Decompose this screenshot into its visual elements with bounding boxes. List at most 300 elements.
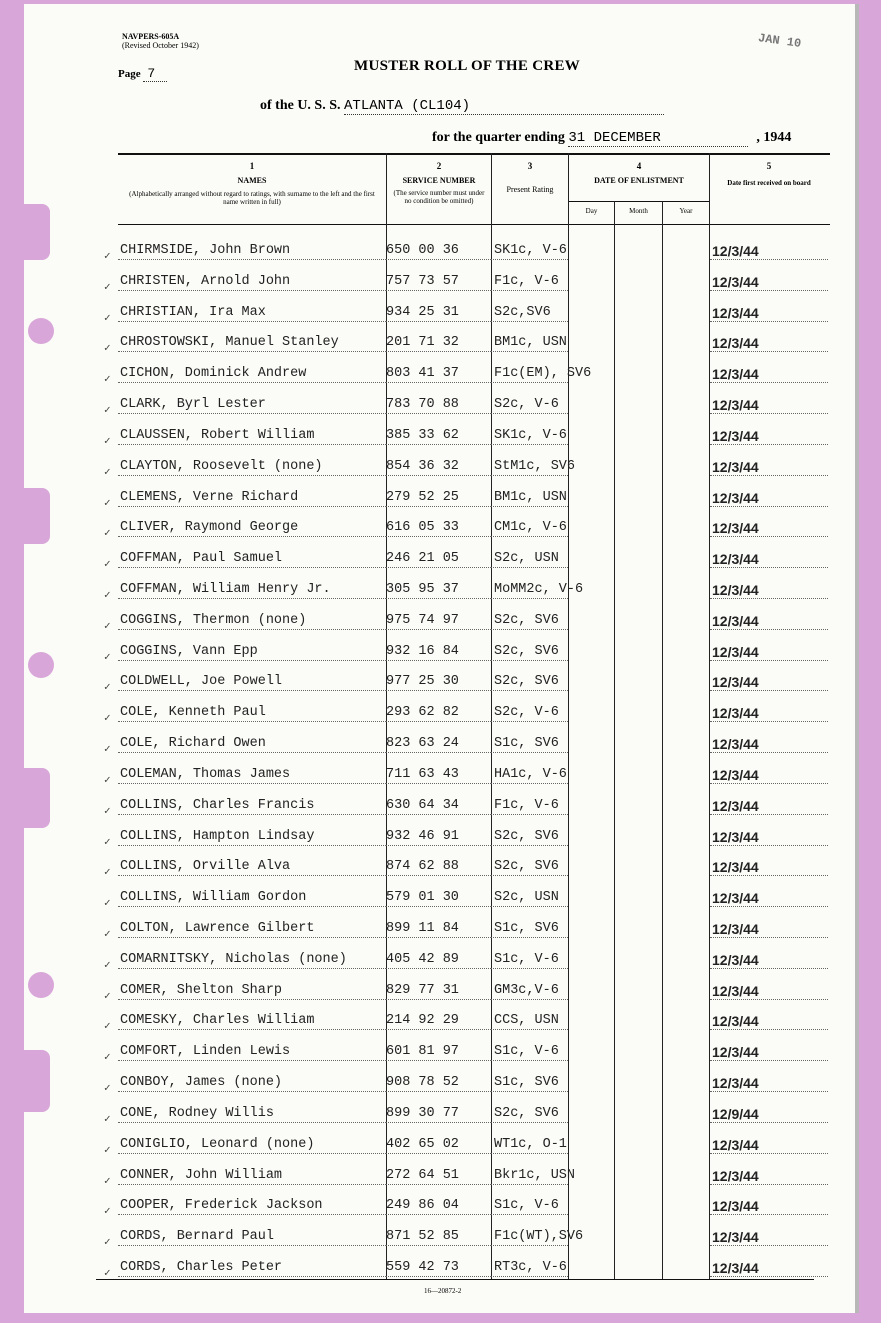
check-mark: ✓ <box>104 1114 111 1126</box>
present-rating: S2c, V-6 <box>494 397 559 412</box>
present-rating: BM1c, USN <box>494 490 567 505</box>
table-row <box>0 243 881 263</box>
table-row <box>0 983 881 1003</box>
entry-line <box>386 783 491 784</box>
entry-line <box>710 875 828 876</box>
entry-line <box>118 506 386 507</box>
present-rating: S1c, V-6 <box>494 1198 559 1213</box>
entry-line <box>491 567 568 568</box>
present-rating: MoMM2c, V-6 <box>494 582 584 597</box>
crew-name: CONNER, John William <box>120 1168 283 1183</box>
service-number: 899 30 77 <box>386 1106 459 1121</box>
entry-line <box>710 1029 828 1030</box>
check-mark: ✓ <box>104 837 111 849</box>
entry-line <box>118 382 386 383</box>
entry-line <box>491 660 568 661</box>
entry-line <box>386 506 491 507</box>
entry-line <box>386 1153 491 1154</box>
entry-line <box>118 968 386 969</box>
table-row <box>0 613 881 633</box>
column-header-names <box>118 162 386 206</box>
service-number: 977 25 30 <box>386 674 459 689</box>
entry-line <box>491 629 568 630</box>
present-rating: F1c(WT),SV6 <box>494 1229 584 1244</box>
entry-line <box>491 1245 568 1246</box>
entry-line <box>386 321 491 322</box>
check-mark: ✓ <box>104 282 111 294</box>
entry-line <box>118 321 386 322</box>
check-mark: ✓ <box>104 991 111 1003</box>
entry-line <box>118 783 386 784</box>
crew-name: CORDS, Bernard Paul <box>120 1229 274 1244</box>
entry-line <box>491 845 568 846</box>
entry-line <box>491 875 568 876</box>
date-received: 12/3/44 <box>712 674 759 690</box>
check-mark: ✓ <box>104 590 111 602</box>
crew-name: COLDWELL, Joe Powell <box>120 674 283 689</box>
entry-line <box>386 1122 491 1123</box>
entry-line <box>118 1276 386 1277</box>
quarter-value: 31 DECEMBER <box>568 130 748 147</box>
service-number: 616 05 33 <box>386 520 459 535</box>
service-number: 932 46 91 <box>386 829 459 844</box>
column-number: 1 <box>249 161 255 171</box>
present-rating: S2c, USN <box>494 551 559 566</box>
entry-line <box>710 1276 828 1277</box>
entry-line <box>710 752 828 753</box>
crew-name: COLLINS, Orville Alva <box>120 859 291 874</box>
column-number: 2 <box>436 161 442 171</box>
entry-line <box>386 1276 491 1277</box>
table-row <box>0 428 881 448</box>
table-row <box>0 859 881 879</box>
present-rating: Bkr1c, USN <box>494 1168 576 1183</box>
entry-line <box>386 814 491 815</box>
form-identifier <box>122 32 199 50</box>
check-mark: ✓ <box>104 682 111 694</box>
crew-name: COLLINS, Charles Francis <box>120 798 315 813</box>
crew-name: CLARK, Byrl Lester <box>120 397 266 412</box>
present-rating: GM3c,V-6 <box>494 983 559 998</box>
entry-line <box>710 906 828 907</box>
crew-name: CHROSTOWSKI, Manuel Stanley <box>120 335 339 350</box>
column-header-date-received <box>710 162 828 187</box>
date-received: 12/3/44 <box>712 1168 759 1184</box>
entry-line <box>118 567 386 568</box>
entry-line <box>491 351 568 352</box>
crew-name: CONE, Rodney Willis <box>120 1106 274 1121</box>
present-rating: S2c, SV6 <box>494 644 559 659</box>
service-number: 201 71 32 <box>386 335 459 350</box>
entry-line <box>118 660 386 661</box>
present-rating: RT3c, V-6 <box>494 1260 567 1275</box>
entry-line <box>491 721 568 722</box>
entry-line <box>710 475 828 476</box>
crew-name: CONIGLIO, Leonard (none) <box>120 1137 315 1152</box>
service-number: 214 92 29 <box>386 1013 459 1028</box>
service-number: 272 64 51 <box>386 1168 459 1183</box>
date-received: 12/3/44 <box>712 1044 759 1060</box>
date-received: 12/3/44 <box>712 274 759 290</box>
entry-line <box>386 567 491 568</box>
entry-line <box>491 937 568 938</box>
service-number: 934 25 31 <box>386 305 459 320</box>
service-number: 405 42 89 <box>386 952 459 967</box>
entry-line <box>386 1060 491 1061</box>
entry-line <box>710 968 828 969</box>
service-number: 899 11 84 <box>386 921 459 936</box>
check-mark: ✓ <box>104 436 111 448</box>
entry-line <box>118 752 386 753</box>
present-rating: S2c,SV6 <box>494 305 551 320</box>
service-number: 823 63 24 <box>386 736 459 751</box>
column-title: Present Rating <box>506 185 554 194</box>
date-received: 12/3/44 <box>712 520 759 536</box>
service-number: 601 81 97 <box>386 1044 459 1059</box>
table-row <box>0 644 881 664</box>
check-mark: ✓ <box>104 1176 111 1188</box>
date-received: 12/3/44 <box>712 1137 759 1153</box>
present-rating: S2c, SV6 <box>494 859 559 874</box>
entry-line <box>386 875 491 876</box>
entry-line <box>710 845 828 846</box>
check-mark: ✓ <box>104 652 111 664</box>
entry-line <box>118 1153 386 1154</box>
entry-line <box>118 259 386 260</box>
table-row <box>0 767 881 787</box>
entry-line <box>386 999 491 1000</box>
entry-line <box>118 1122 386 1123</box>
entry-line <box>386 1245 491 1246</box>
check-mark: ✓ <box>104 1083 111 1095</box>
entry-line <box>491 475 568 476</box>
entry-line <box>118 937 386 938</box>
check-mark: ✓ <box>104 1052 111 1064</box>
entry-line <box>386 1214 491 1215</box>
column-number: 5 <box>766 161 772 171</box>
entry-line <box>710 721 828 722</box>
crew-name: COLTON, Lawrence Gilbert <box>120 921 315 936</box>
entry-line <box>491 752 568 753</box>
date-received: 12/3/44 <box>712 736 759 752</box>
table-row <box>0 305 881 325</box>
entry-line <box>491 814 568 815</box>
entry-line <box>491 1060 568 1061</box>
date-received: 12/3/44 <box>712 366 759 382</box>
check-mark: ✓ <box>104 775 111 787</box>
check-mark: ✓ <box>104 467 111 479</box>
entry-line <box>491 321 568 322</box>
table-row <box>0 551 881 571</box>
table-row <box>0 705 881 725</box>
service-number: 279 52 25 <box>386 490 459 505</box>
service-number: 559 42 73 <box>386 1260 459 1275</box>
table-row <box>0 274 881 294</box>
crew-name: COOPER, Frederick Jackson <box>120 1198 323 1213</box>
table-row <box>0 1044 881 1064</box>
entry-line <box>491 382 568 383</box>
check-mark: ✓ <box>104 405 111 417</box>
table-row <box>0 335 881 355</box>
date-received: 12/3/44 <box>712 952 759 968</box>
crew-name: COLE, Kenneth Paul <box>120 705 266 720</box>
entry-line <box>386 382 491 383</box>
present-rating: S1c, V-6 <box>494 952 559 967</box>
present-rating: S2c, SV6 <box>494 829 559 844</box>
entry-line <box>710 629 828 630</box>
entry-line <box>386 413 491 414</box>
entry-line <box>118 1029 386 1030</box>
table-row <box>0 459 881 479</box>
entry-line <box>118 845 386 846</box>
column-number: 4 <box>636 161 642 171</box>
entry-line <box>386 598 491 599</box>
entry-line <box>386 351 491 352</box>
date-received: 12/3/44 <box>712 459 759 475</box>
crew-name: CLEMENS, Verne Richard <box>120 490 299 505</box>
present-rating: SK1c, V-6 <box>494 243 567 258</box>
date-received: 12/3/44 <box>712 428 759 444</box>
check-mark: ✓ <box>104 528 111 540</box>
date-received: 12/3/44 <box>712 305 759 321</box>
present-rating: F1c(EM), SV6 <box>494 366 592 381</box>
present-rating: CM1c, V-6 <box>494 520 567 535</box>
crew-name: COLLINS, Hampton Lindsay <box>120 829 315 844</box>
entry-line <box>386 845 491 846</box>
column-header-service-number <box>387 162 491 205</box>
crew-name: COLLINS, William Gordon <box>120 890 307 905</box>
table-row <box>0 1260 881 1280</box>
present-rating: F1c, V-6 <box>494 798 559 813</box>
entry-line <box>710 444 828 445</box>
entry-line <box>491 444 568 445</box>
entry-line <box>118 475 386 476</box>
present-rating: BM1c, USN <box>494 335 567 350</box>
present-rating: S2c, V-6 <box>494 705 559 720</box>
crew-name: CHRISTEN, Arnold John <box>120 274 291 289</box>
table-row <box>0 829 881 849</box>
service-number: 711 63 43 <box>386 767 459 782</box>
entry-line <box>491 1276 568 1277</box>
entry-line <box>710 1184 828 1185</box>
quarter-label: for the quarter ending <box>432 130 565 145</box>
page-number-field <box>118 66 167 81</box>
form-number: NAVPERS-605A <box>122 32 180 41</box>
check-mark: ✓ <box>104 929 111 941</box>
entry-line <box>710 382 828 383</box>
check-mark: ✓ <box>104 1206 111 1218</box>
check-mark: ✓ <box>104 498 111 510</box>
table-row <box>0 736 881 756</box>
service-number: 402 65 02 <box>386 1137 459 1152</box>
date-received: 12/3/44 <box>712 1198 759 1214</box>
table-row <box>0 1106 881 1126</box>
date-received: 12/3/44 <box>712 983 759 999</box>
crew-name: CHRISTIAN, Ira Max <box>120 305 266 320</box>
present-rating: S2c, USN <box>494 890 559 905</box>
column-header-enlistment <box>569 162 709 185</box>
entry-line <box>386 690 491 691</box>
date-received: 12/3/44 <box>712 551 759 567</box>
entry-line <box>118 814 386 815</box>
check-mark: ✓ <box>104 621 111 633</box>
document-title: MUSTER ROLL OF THE CREW <box>354 58 581 74</box>
entry-line <box>710 937 828 938</box>
entry-line <box>491 1122 568 1123</box>
date-received: 12/3/44 <box>712 613 759 629</box>
quarter-year: , 1944 <box>756 130 792 145</box>
service-number: 783 70 88 <box>386 397 459 412</box>
service-number: 874 62 88 <box>386 859 459 874</box>
present-rating: HA1c, V-6 <box>494 767 567 782</box>
entry-line <box>710 814 828 815</box>
table-row <box>0 1198 881 1218</box>
date-received: 12/3/44 <box>712 335 759 351</box>
present-rating: SK1c, V-6 <box>494 428 567 443</box>
entry-line <box>710 290 828 291</box>
entry-line <box>118 351 386 352</box>
entry-line <box>710 1091 828 1092</box>
entry-line <box>118 444 386 445</box>
entry-line <box>710 783 828 784</box>
crew-name: COMFORT, Linden Lewis <box>120 1044 291 1059</box>
column-note: (Alphabetically arranged without regard to ratings, with surname to the left and the first name written in full) <box>129 190 375 206</box>
column-number: 3 <box>527 161 533 171</box>
form-revision: (Revised October 1942) <box>122 41 199 50</box>
present-rating: WT1c, O-1 <box>494 1137 567 1152</box>
present-rating: S1c, SV6 <box>494 921 559 936</box>
entry-line <box>386 1184 491 1185</box>
entry-line <box>491 1214 568 1215</box>
entry-line <box>118 629 386 630</box>
service-number: 757 73 57 <box>386 274 459 289</box>
entry-line <box>491 906 568 907</box>
column-subheader-day: Day <box>585 207 598 215</box>
entry-line <box>710 259 828 260</box>
crew-name: COMARNITSKY, Nicholas (none) <box>120 952 347 967</box>
present-rating: S1c, SV6 <box>494 1075 559 1090</box>
entry-line <box>386 937 491 938</box>
crew-name: COGGINS, Thermon (none) <box>120 613 307 628</box>
service-number: 305 95 37 <box>386 582 459 597</box>
entry-line <box>710 351 828 352</box>
check-mark: ✓ <box>104 559 111 571</box>
table-row <box>0 1137 881 1157</box>
entry-line <box>710 1245 828 1246</box>
entry-line <box>386 906 491 907</box>
service-number: 975 74 97 <box>386 613 459 628</box>
check-mark: ✓ <box>104 898 111 910</box>
check-mark: ✓ <box>104 1021 111 1033</box>
entry-line <box>386 259 491 260</box>
table-row <box>0 952 881 972</box>
entry-line <box>386 1029 491 1030</box>
crew-name: COGGINS, Vann Epp <box>120 644 258 659</box>
date-received: 12/3/44 <box>712 921 759 937</box>
crew-name: CORDS, Charles Peter <box>120 1260 283 1275</box>
entry-line <box>710 1060 828 1061</box>
present-rating: CCS, USN <box>494 1013 559 1028</box>
entry-line <box>710 567 828 568</box>
entry-line <box>710 1153 828 1154</box>
entry-line <box>118 690 386 691</box>
table-row <box>0 1075 881 1095</box>
entry-line <box>491 536 568 537</box>
present-rating: S2c, SV6 <box>494 674 559 689</box>
crew-name: COMESKY, Charles William <box>120 1013 315 1028</box>
entry-line <box>491 690 568 691</box>
entry-line <box>491 1091 568 1092</box>
check-mark: ✓ <box>104 1145 111 1157</box>
crew-name: COLEMAN, Thomas James <box>120 767 291 782</box>
entry-line <box>491 1184 568 1185</box>
entry-line <box>386 660 491 661</box>
date-received: 12/3/44 <box>712 1075 759 1091</box>
crew-name: CHIRMSIDE, John Brown <box>120 243 291 258</box>
present-rating: StM1c, SV6 <box>494 459 576 474</box>
column-subheader-year: Year <box>679 207 693 215</box>
entry-line <box>491 783 568 784</box>
entry-line <box>118 721 386 722</box>
date-received: 12/9/44 <box>712 1106 759 1122</box>
date-received: 12/3/44 <box>712 798 759 814</box>
table-row <box>0 582 881 602</box>
check-mark: ✓ <box>104 1237 111 1249</box>
present-rating: S1c, SV6 <box>494 736 559 751</box>
entry-line <box>386 536 491 537</box>
date-received: 12/3/44 <box>712 582 759 598</box>
date-stamp: JAN 10 <box>757 31 802 51</box>
check-mark: ✓ <box>104 806 111 818</box>
table-row <box>0 798 881 818</box>
table-row <box>0 890 881 910</box>
date-received: 12/3/44 <box>712 1229 759 1245</box>
entry-line <box>118 1214 386 1215</box>
entry-line <box>710 660 828 661</box>
column-note: (The service number must under no condition be omitted) <box>393 189 485 205</box>
page-number: 7 <box>143 66 167 82</box>
check-mark: ✓ <box>104 1268 111 1280</box>
table-row <box>0 366 881 386</box>
table-row <box>0 397 881 417</box>
table-row <box>0 1229 881 1249</box>
crew-name: CONBOY, James (none) <box>120 1075 283 1090</box>
service-number: 579 01 30 <box>386 890 459 905</box>
date-received: 12/3/44 <box>712 490 759 506</box>
present-rating: S2c, SV6 <box>494 1106 559 1121</box>
ship-label: of the U. S. S. <box>260 98 341 113</box>
entry-line <box>710 1214 828 1215</box>
entry-line <box>710 413 828 414</box>
date-received: 12/3/44 <box>712 243 759 259</box>
table-row <box>0 520 881 540</box>
present-rating: S2c, SV6 <box>494 613 559 628</box>
service-number: 829 77 31 <box>386 983 459 998</box>
entry-line <box>386 444 491 445</box>
check-mark: ✓ <box>104 374 111 386</box>
entry-line <box>386 629 491 630</box>
table-row <box>0 921 881 941</box>
check-mark: ✓ <box>104 343 111 355</box>
crew-name: COFFMAN, Paul Samuel <box>120 551 283 566</box>
entry-line <box>118 1091 386 1092</box>
enlistment-subheader-rule <box>568 201 709 202</box>
entry-line <box>491 506 568 507</box>
entry-line <box>118 906 386 907</box>
entry-line <box>491 598 568 599</box>
entry-line <box>491 1029 568 1030</box>
check-mark: ✓ <box>104 960 111 972</box>
